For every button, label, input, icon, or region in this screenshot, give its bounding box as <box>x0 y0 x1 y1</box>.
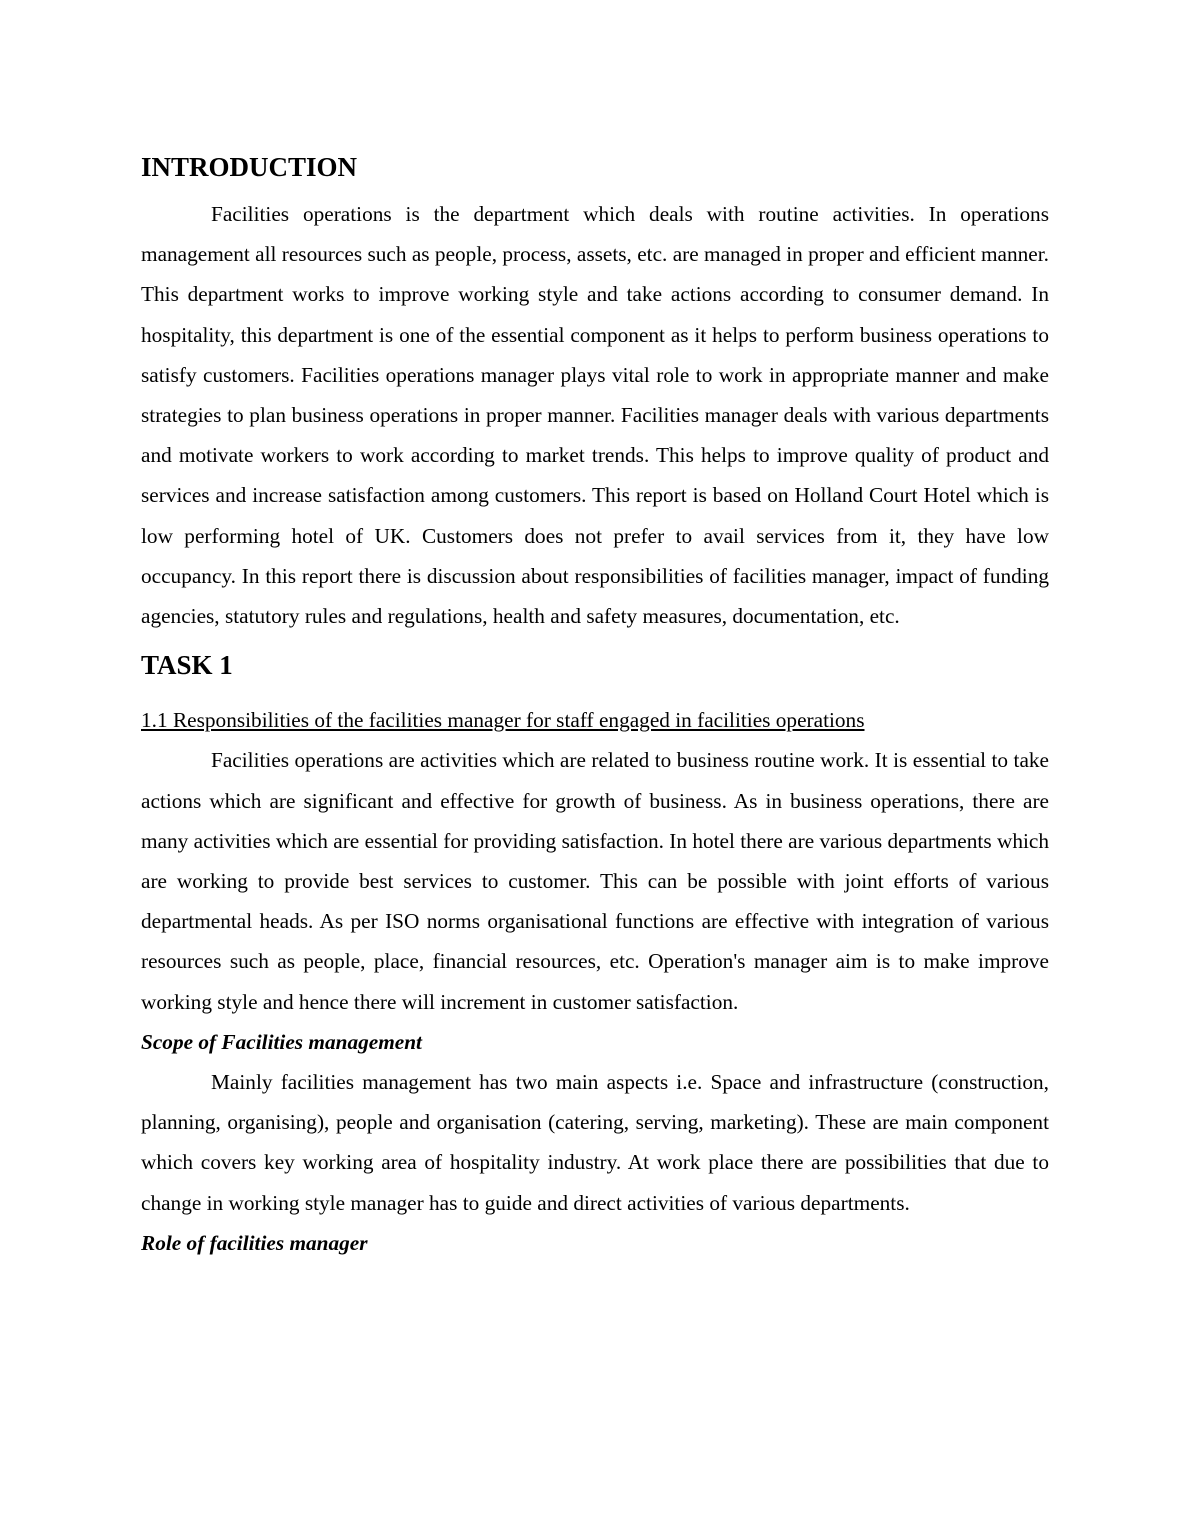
introduction-paragraph: Facilities operations is the department which deals with routine activities. In operations management all resources such as people, process, assets, etc. are managed in proper and efficient manner. This department works to improve working style and take actions according to consumer demand. In hospitality, this department is one of the essential component as it helps to perform business operations to satisfy customers. Facilities operations manager plays vital role to work in appropriate manner and make strategies to plan business operations in proper manner. Facilities manager deals with various departments and motivate workers to work according to market trends. This helps to improve quality of product and services and increase satisfaction among customers. This report is based on Holland Court Hotel which is low performing hotel of UK. Customers does not prefer to avail services from it, they have low occupancy. In this report there is discussion about responsibilities of facilities manager, impact of funding agencies, statutory rules and regulations, health and safety measures, documentation, etc. <box>141 202 1049 629</box>
task-1-heading: TASK 1 <box>141 650 233 681</box>
introduction-heading: INTRODUCTION <box>141 152 358 182</box>
section-1-1-paragraph: Facilities operations are activities which are related to business routine work. It is essential to take actions which are significant and effective for growth of business. As in business operations, there are many activities which are essential for providing satisfaction. In hotel there are various departments which are working to provide best services to customer. This can be possible with joint efforts of various departmental heads. As per ISO norms organisational functions are effective with integration of various resources such as people, place, financial resources, etc. Operation's manager aim is to make improve working style and hence there will increment in customer satisfaction. <box>141 748 1049 1014</box>
page-content <box>141 150 1049 1263</box>
section-1-1-subheading: 1.1 Responsibilities of the facilities manager for staff engaged in facilities operations <box>141 708 865 733</box>
role-heading: Role of facilities manager <box>141 1230 368 1255</box>
scope-paragraph: Mainly facilities management has two main aspects i.e. Space and infrastructure (construction, planning, organising), people and organisation (catering, serving, marketing). These are main component which covers key working area of hospitality industry. At work place there are possibilities that due to change in working style manager has to guide and direct activities of various departments. <box>141 1070 1049 1215</box>
scope-heading: Scope of Facilities management <box>141 1029 422 1054</box>
